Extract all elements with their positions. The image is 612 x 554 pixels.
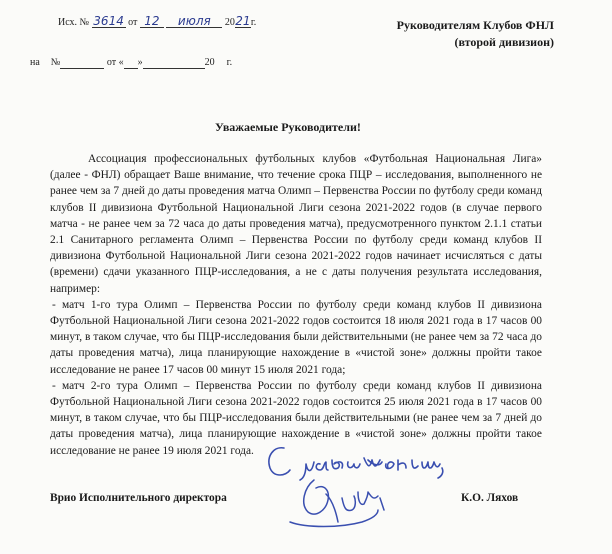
letter-body [50,151,542,459]
outgoing-year-prefix: 20 [224,17,235,28]
outgoing-from-label: от [128,17,138,28]
incoming-day-open: « [118,57,124,68]
outgoing-number: 3614 [93,14,124,28]
incoming-number-blank [60,57,104,69]
incoming-from-label: от [106,57,117,68]
signatory-name: К.О. Ляхов [461,492,519,504]
outgoing-reference [58,16,256,28]
greeting: Уважаемые Руководители! [215,120,361,134]
outgoing-day: 12 [140,16,164,28]
signature-scrawl [286,470,396,536]
recipient-line-2: (второй дивизион) [454,35,554,49]
outgoing-year-end: г. [250,17,257,28]
incoming-reference [30,57,232,69]
incoming-month-blank [143,57,205,69]
incoming-day-blank [124,57,138,69]
body-paragraph-1: Ассоциация профессиональных футбольных клубов «Футбольная Национальная Лига» (далее - ФНЛ) обращает Ваше внимание, что течение срока ПЦР – исследования, выполненного не ранее чем за 7 дней до даты проведения матча Олимп – Первенства России по футболу среди команд клубов II дивизиона Футбольной Национальной Лиги сезона 2021-2022 годов (в случае первого матча - не ранее чем за 72 часа до даты проведения матча), предусмотренного пунктом 2.1.1 статьи 2.1 Санитарного регламента Олимп – Первенства России по футболу среди команд клубов II дивизиона Футбольной Национальной Лиги сезона 2021-2022 годов начинает исчисляться с даты (времени) сдачи указанного ПЦР-исследования, а не с даты получения результата исследования, например: [50,153,542,295]
incoming-year-prefix: 20 [204,57,215,68]
incoming-year-end: г. [226,57,233,68]
recipient-block [397,17,554,51]
outgoing-year: 21 [235,14,251,28]
signature-graphic [286,470,396,536]
incoming-number-mark: № [50,57,61,68]
signatory-position: Врио Исполнительного директора [50,492,227,504]
outgoing-number-prefix: Исх. № [58,17,90,28]
incoming-day-close: » [137,57,143,68]
recipient-line-1: Руководителям Клубов ФНЛ [396,18,554,32]
incoming-prefix: на [30,57,40,68]
body-bullet-2: - матч 2-го тура Олимп – Первенства России по футболу среди команд клубов II дивизиона Футбольной Национальной Лиги сезона 2021-2022 годов состоится 25 июля 2021 года в 17 часов 00 минут, в таком случае, что бы ПЦР-исследования были действительными (не ранее чем за 7 дней до даты проведения матча), лица планирующие нахождение в «чистой зоне» должны пройти такое исследование не ранее 19 июля 2021 года. [50,379,542,457]
outgoing-month: июля [166,16,222,28]
body-bullet-1: - матч 1-го тура Олимп – Первенства России по футболу среди команд клубов II дивизиона Футбольной Национальной Лиги сезона 2021-2022 годов состоится 18 июля 2021 года в 17 часов 00 минут, в таком случае, что бы ПЦР-исследования были действительными (не ранее чем за 72 часа до даты проведения матча), лица планирующие нахождение в «чистой зоне» должны пройти такое исследование не ранее 17 часов 00 минут 15 июля 2021 года; [50,298,542,376]
